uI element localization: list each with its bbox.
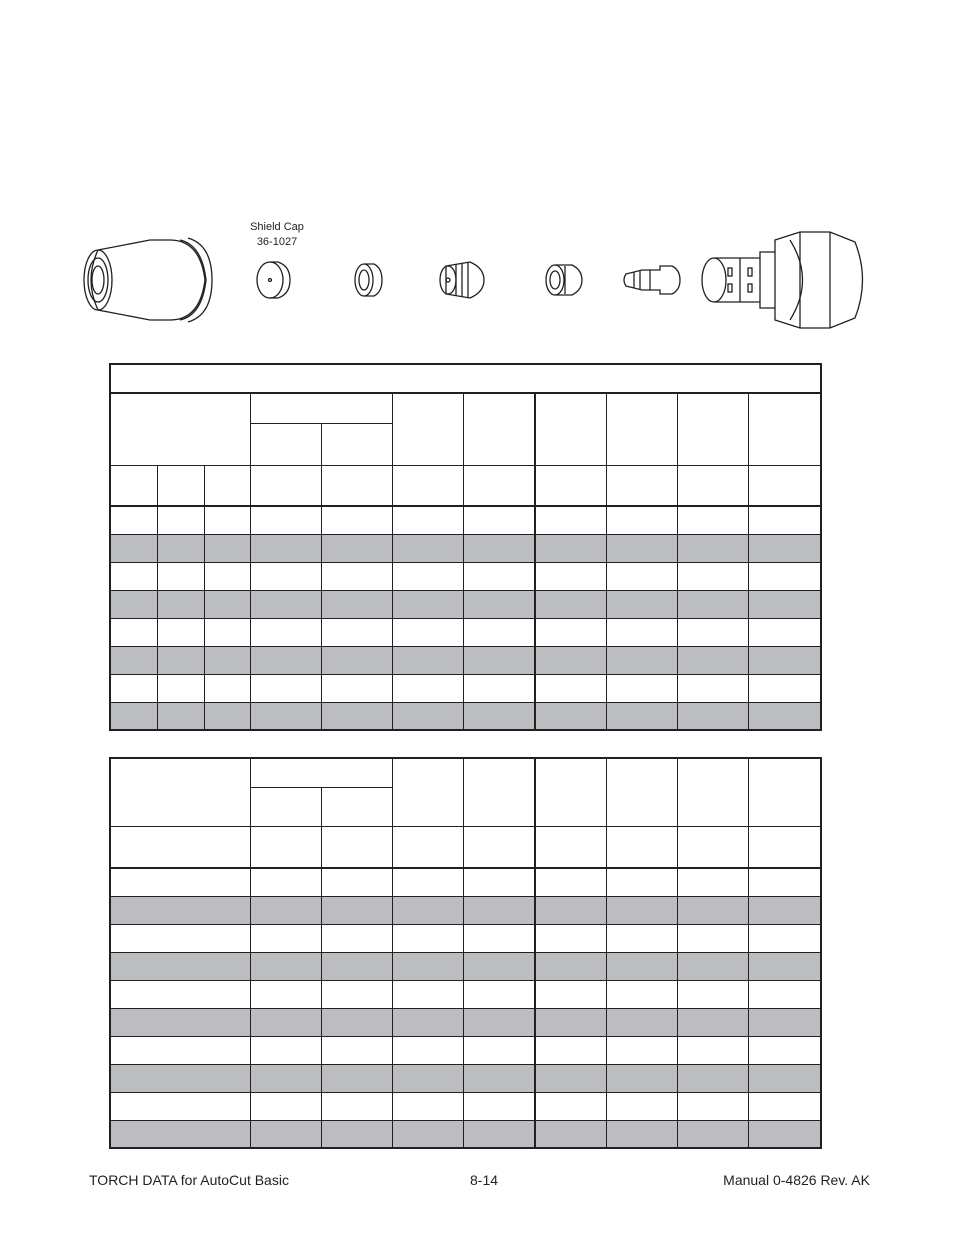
table1-cell [392,702,463,730]
table2-cell [606,868,677,896]
table1-cell [392,646,463,674]
table1-cell [606,590,677,618]
table1-cell [463,618,535,646]
table1-cell [110,590,157,618]
retaining-ring-icon [355,264,382,296]
table1-cell [606,646,677,674]
table1-cell [535,534,606,562]
table1-cell [606,534,677,562]
table2-header-cell [110,826,250,868]
table1-cell [463,590,535,618]
table2-cell [392,1092,463,1120]
table1-cell [606,562,677,590]
table1-header-cell [110,393,250,465]
table2-header-cell [535,758,606,826]
table1-cell [321,562,392,590]
table2-cell [392,1036,463,1064]
table2-row [110,896,821,924]
table1-cell [250,674,321,702]
table1-header-cell [463,465,535,506]
table2-header-cell [677,758,748,826]
table1-cell [535,562,606,590]
table2-cell [748,1092,821,1120]
table1-cell [748,590,821,618]
tip-icon [440,262,484,298]
table1-cell [392,674,463,702]
table2-cell [110,1092,250,1120]
table1-cell [110,506,157,534]
table2-cell [748,1120,821,1148]
table2-cell [677,1120,748,1148]
table2-cell [321,952,392,980]
table1-cell [677,534,748,562]
table2-row [110,952,821,980]
shield-cap-icon [257,262,290,298]
table2-cell [748,1036,821,1064]
table1-cell [321,646,392,674]
table2-header-row-3 [110,826,821,868]
table1-row [110,562,821,590]
table1-cell [204,702,250,730]
table2-cell [463,952,535,980]
table1-row [110,590,821,618]
table2-cell [250,1064,321,1092]
swirl-ring-icon [546,265,582,295]
table1-cell [535,590,606,618]
table1-cell [677,562,748,590]
table2-cell [110,896,250,924]
table2-cell [463,896,535,924]
table2-cell [110,1036,250,1064]
table1-cell [677,646,748,674]
table1-cell [392,618,463,646]
table2-cell [250,868,321,896]
table1-header-cell [463,393,535,465]
table2-cell [535,924,606,952]
table1-header-cell [250,465,321,506]
table2-header-cell [392,826,463,868]
table2-cell [250,1036,321,1064]
table2-cell [535,1036,606,1064]
table2-cell [321,868,392,896]
table1-title-cell [110,364,821,393]
table1-cell [535,702,606,730]
consumable-parts-illustration [0,210,954,350]
shield-cup-icon [84,238,212,322]
table1-cell [535,506,606,534]
table1-row [110,674,821,702]
table2-cell [606,1036,677,1064]
table2-header-cell [110,758,250,826]
table2-row [110,1008,821,1036]
table2-row [110,924,821,952]
table2-cell [677,1092,748,1120]
table2-cell [606,952,677,980]
table1-cell [110,534,157,562]
table2-header-row-1 [110,758,821,787]
table1-cell [321,702,392,730]
table2-cell [250,896,321,924]
table1-cell [463,534,535,562]
table2-cell [677,980,748,1008]
table1-header-row-3 [110,465,821,506]
table1-cell [392,506,463,534]
table2-cell [535,868,606,896]
table1-cell [250,562,321,590]
table1-row [110,702,821,730]
table1-cell [157,618,204,646]
footer-page-number: 8-14 [470,1172,499,1188]
table1-cell [677,506,748,534]
table1-header-cell [606,393,677,465]
footer-manual-revision: Manual 0-4826 Rev. AK [723,1172,870,1188]
table2-cell [535,980,606,1008]
table1-header-cell [204,465,250,506]
table1-cell [392,562,463,590]
table2-cell [110,1008,250,1036]
table2-header-cell [321,787,392,826]
table2-cell [250,1008,321,1036]
footer-section-title: TORCH DATA for AutoCut Basic [89,1172,289,1188]
table2-cell [321,1064,392,1092]
table2-header-cell [606,758,677,826]
table2-cell [392,1064,463,1092]
table2-cell [677,868,748,896]
table2-cell [392,924,463,952]
table2-cell [677,952,748,980]
table2-cell [392,1008,463,1036]
table1-header-row-1 [110,393,821,423]
table2-cell [535,1064,606,1092]
table1-cell [606,618,677,646]
table1-cell [321,590,392,618]
table2-row [110,868,821,896]
table2-cell [535,952,606,980]
table1-cell [748,674,821,702]
table1-cell [157,506,204,534]
table2-cell [748,896,821,924]
table2-cell [110,868,250,896]
table2-cell [535,1120,606,1148]
table1-header-cell [250,423,321,465]
table1-cell [250,646,321,674]
table1-cell [748,646,821,674]
table2-cell [250,980,321,1008]
table2-cell [606,1092,677,1120]
table1-cell [157,702,204,730]
table1-cell [204,506,250,534]
table1-cell [677,702,748,730]
table1-header-cell [606,465,677,506]
table2-cell [321,1036,392,1064]
table2-cell [677,896,748,924]
parts-drawing [0,210,954,350]
table1-body [110,506,821,730]
table2-cell [748,868,821,896]
table2-cell [606,924,677,952]
table2-cell [748,980,821,1008]
table1-cell [204,674,250,702]
table2-row [110,980,821,1008]
table1-cell [606,674,677,702]
table2-cell [748,1064,821,1092]
table2-cell [250,924,321,952]
table2-header-cell [392,758,463,826]
table1-cell [250,702,321,730]
table2-cell [535,896,606,924]
table2-header-cell [748,758,821,826]
table1-cell [157,674,204,702]
table2-cell [110,952,250,980]
table2-cell [392,1120,463,1148]
table2-cell [606,980,677,1008]
table1-cell [321,674,392,702]
table1-header-cell [392,465,463,506]
table1-cell [463,506,535,534]
table1-cell [463,674,535,702]
table1-cell [392,590,463,618]
table2-header-cell [748,826,821,868]
table2-cell [110,1120,250,1148]
table2-cell [463,868,535,896]
table2-cell [250,952,321,980]
table2-cell [321,1120,392,1148]
table1-row [110,534,821,562]
table2-header-cell [250,826,321,868]
table2-cell [110,1064,250,1092]
table2-header-cell [535,826,606,868]
table1-cell [204,646,250,674]
table2-cell [463,924,535,952]
table1-cell [748,702,821,730]
table1-cell [157,562,204,590]
table1-cell [110,702,157,730]
table2-row [110,1120,821,1148]
table2-cell [110,980,250,1008]
table1-header-cell [110,465,157,506]
table1-cell [321,506,392,534]
table1-cell [157,646,204,674]
table2-cell [463,1064,535,1092]
table1-cell [250,506,321,534]
table1-cell [157,590,204,618]
table1-header-cell [677,393,748,465]
table1-cell [748,618,821,646]
table2-body [110,868,821,1148]
table1-cell [463,702,535,730]
table1-cell [204,562,250,590]
table2-cell [463,1092,535,1120]
cut-chart-table-2 [109,757,822,1149]
table2-cell [677,924,748,952]
table2-header-cell [606,826,677,868]
table2-cell [606,1064,677,1092]
table2-cell [748,952,821,980]
table2-cell [321,924,392,952]
table1-header-cell [677,465,748,506]
table1-header-cell [748,465,821,506]
table1-header-cell [250,393,392,423]
table1-header-cell [535,465,606,506]
electrode-icon [624,266,680,294]
table2-cell [250,1120,321,1148]
table1-header-cell [748,393,821,465]
table2-cell [463,1120,535,1148]
table2-cell [535,1092,606,1120]
table2-cell [606,1008,677,1036]
table1-cell [748,562,821,590]
table2-cell [392,896,463,924]
table1-cell [535,674,606,702]
table1-cell [463,646,535,674]
table2-cell [392,868,463,896]
table1-header-cell [392,393,463,465]
table2-header-cell [463,758,535,826]
table1-cell [250,590,321,618]
table2-cell [392,980,463,1008]
shield-cap-label: Shield Cap [250,221,304,233]
table2-header-cell [250,787,321,826]
table1-cell [748,534,821,562]
torch-head-icon [702,232,863,328]
table2-header-cell [321,826,392,868]
shield-cap-part-number: 36-1027 [256,236,298,248]
table2-row [110,1064,821,1092]
table1-cell [157,534,204,562]
table1-header-cell [321,423,392,465]
table1-row [110,618,821,646]
table1-header-cell [535,393,606,465]
cut-chart-table-1 [109,363,822,731]
table1-row [110,646,821,674]
table2-cell [748,1008,821,1036]
table1-header-cell [321,465,392,506]
table1-cell [606,702,677,730]
table1-cell [535,618,606,646]
table2-cell [535,1008,606,1036]
table2-row [110,1092,821,1120]
table1-cell [392,534,463,562]
table1-cell [204,618,250,646]
table2-cell [677,1036,748,1064]
table2-cell [463,1008,535,1036]
table2-row [110,1036,821,1064]
table2-header-cell [250,758,392,787]
table1-cell [110,674,157,702]
table1-cell [110,618,157,646]
table2-cell [250,1092,321,1120]
table2-cell [321,1092,392,1120]
table2-cell [606,1120,677,1148]
table1-cell [110,562,157,590]
table1-row [110,506,821,534]
table1-cell [606,506,677,534]
table2-cell [677,1064,748,1092]
table1-cell [748,506,821,534]
table1-cell [677,590,748,618]
table2-cell [606,896,677,924]
table2-cell [321,896,392,924]
table1-cell [535,646,606,674]
table2-cell [321,1008,392,1036]
table2-header-cell [677,826,748,868]
table2-cell [463,1036,535,1064]
table1-cell [463,562,535,590]
table1-cell [677,674,748,702]
table1-cell [321,534,392,562]
table1-cell [677,618,748,646]
table2-cell [392,952,463,980]
table2-cell [110,924,250,952]
table1-cell [110,646,157,674]
table1-cell [250,534,321,562]
table2-cell [748,924,821,952]
table2-cell [677,1008,748,1036]
table2-cell [463,980,535,1008]
table1-cell [204,590,250,618]
table1-cell [250,618,321,646]
table2-cell [321,980,392,1008]
table1-cell [204,534,250,562]
table1-cell [321,618,392,646]
table2-header-cell [463,826,535,868]
table1-header-cell [157,465,204,506]
table1-title-row [110,364,821,393]
